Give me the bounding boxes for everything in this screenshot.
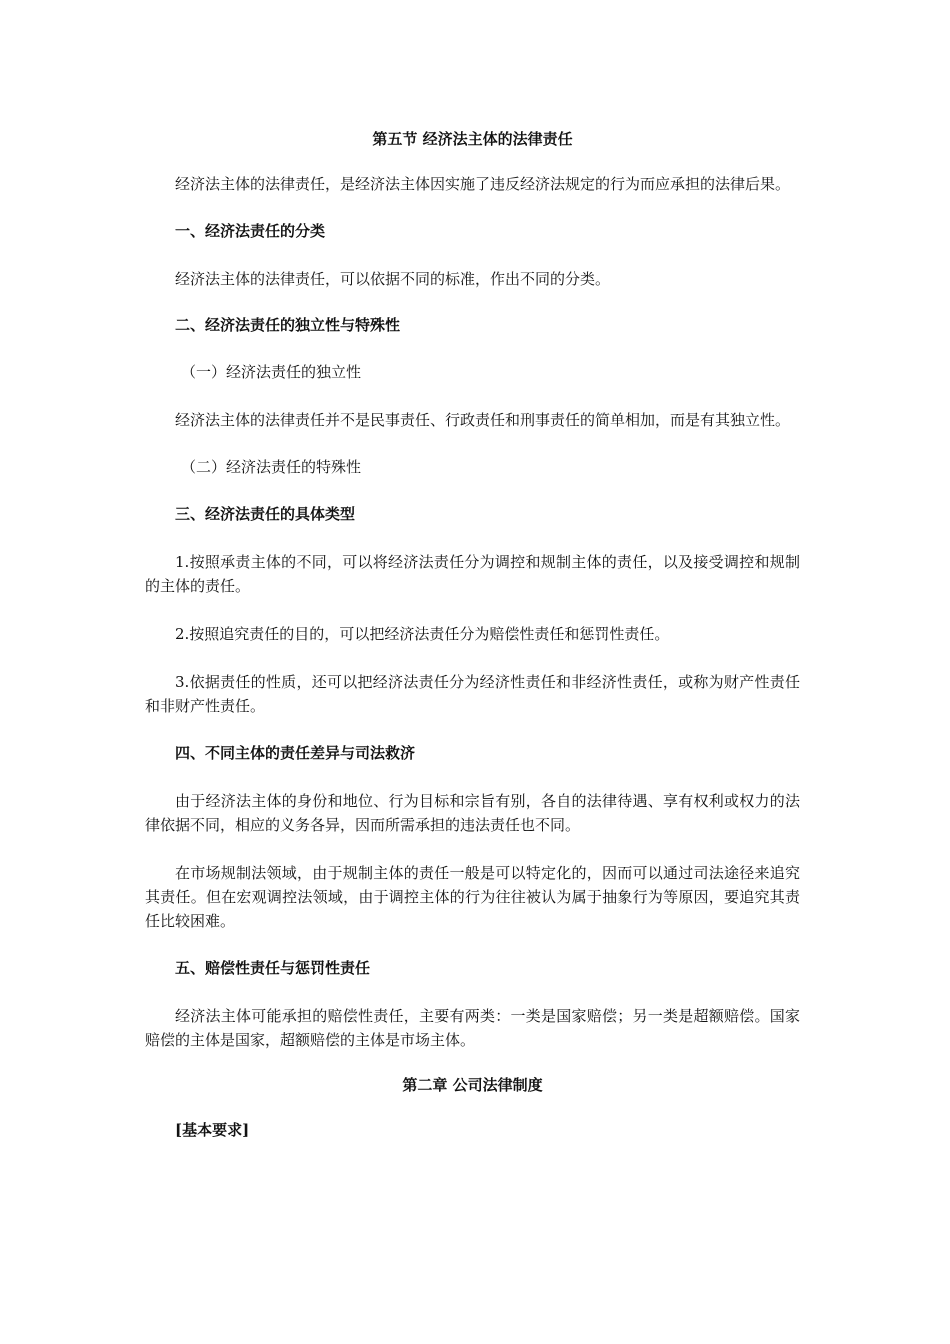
chapter-title: 第二章 公司法律制度 (402, 1076, 543, 1094)
heading-differences-judicial-relief: 四、不同主体的责任差异与司法救济 (175, 744, 416, 762)
paragraph-classification: 经济法主体的法律责任，可以依据不同的标准，作出不同的分类。 (175, 270, 611, 288)
paragraph-compensatory: 经济法主体可能承担的赔偿性责任，主要有两类：一类是国家赔偿；另一类是超额赔偿。国家赔偿的主体是国家，超额赔偿的主体是市场主体。 (145, 1007, 800, 1049)
section-title: 第五节 经济法主体的法律责任 (372, 130, 573, 148)
document-page (145, 128, 800, 1141)
paragraph-differences: 由于经济法主体的身份和地位、行为目标和宗旨有别，各自的法律待遇、享有权利或权力的法律依据不同，相应的义务各异，因而所需承担的违法责任也不同。 (145, 792, 800, 834)
paragraph-type-1: 1.按照承责主体的不同，可以将经济法责任分为调控和规制主体的责任，以及接受调控和规制的主体的责任。 (145, 553, 800, 595)
basic-requirements-heading: [基本要求] (175, 1121, 250, 1139)
paragraph-independence: 经济法主体的法律责任并不是民事责任、行政责任和刑事责任的简单相加，而是有其独立性。 (175, 411, 791, 429)
subheading-independence: （一）经济法责任的独立性 (181, 363, 362, 381)
paragraph-type-2: 2.按照追究责任的目的，可以把经济法责任分为赔偿性责任和惩罚性责任。 (175, 625, 670, 643)
heading-compensatory-punitive: 五、赔偿性责任与惩罚性责任 (175, 959, 371, 977)
heading-specific-types: 三、经济法责任的具体类型 (175, 505, 356, 523)
heading-independence-specialty: 二、经济法责任的独立性与特殊性 (175, 316, 401, 334)
intro-paragraph: 经济法主体的法律责任，是经济法主体因实施了违反经济法规定的行为而应承担的法律后果。 (175, 175, 791, 193)
paragraph-type-3: 3.依据责任的性质，还可以把经济法责任分为经济性责任和非经济性责任，或称为财产性责任和非财产性责任。 (145, 673, 800, 715)
heading-classification: 一、经济法责任的分类 (175, 222, 326, 240)
paragraph-judicial-relief: 在市场规制法领域，由于规制主体的责任一般是可以特定化的，因而可以通过司法途径来追究其责任。但在宏观调控法领域，由于调控主体的行为往往被认为属于抽象行为等原因，要追究其责任比较困难。 (145, 864, 800, 930)
subheading-specialty: （二）经济法责任的特殊性 (181, 458, 362, 476)
